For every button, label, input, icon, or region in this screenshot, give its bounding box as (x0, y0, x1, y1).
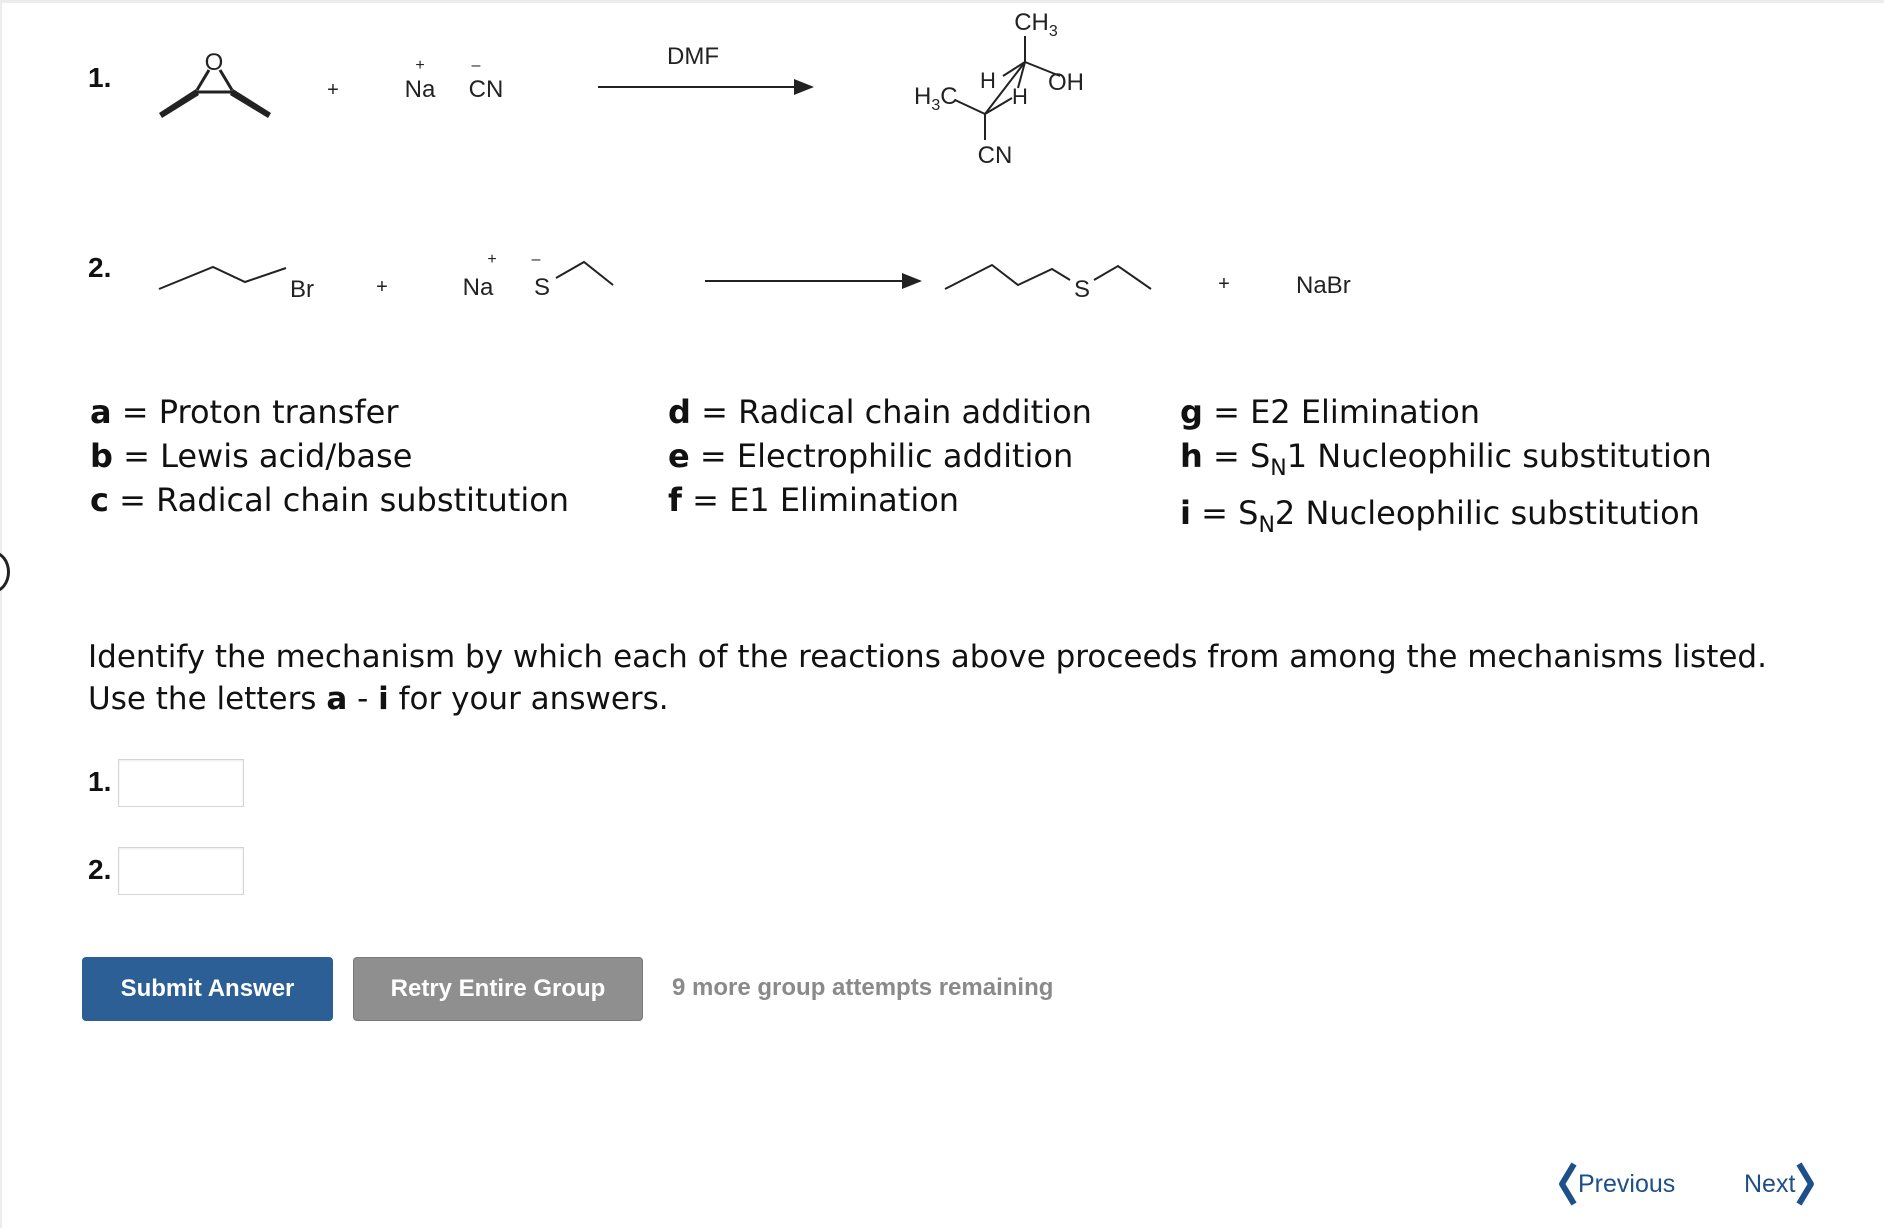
mechanism-option-c: c = Radical chain substitution (90, 481, 570, 519)
mechanism-option-d: d = Radical chain addition (668, 393, 1092, 431)
submit-answer-button[interactable]: Submit Answer (82, 957, 333, 1021)
reaction-2-plus-product: + (1218, 273, 1230, 295)
svg-text:OH: OH (1048, 69, 1084, 96)
reaction-1-number: 1. (88, 62, 112, 93)
question-instructions: Identify the mechanism by which each of the reactions above proceeds from among the mechanisms listed. Use the letters a - i for your answers. (88, 639, 1767, 717)
mechanism-option-g: g = E2 Elimination (1180, 393, 1481, 431)
previous-link[interactable] (1556, 1162, 1675, 1206)
reaction-2-anion-charge: – (531, 251, 541, 268)
mechanism-option-i: $i = S_N2$ Nucleophilic substitution (1180, 494, 1700, 538)
mechanism-option-b: b = Lewis acid/base (90, 437, 413, 475)
reaction-1-epoxide (159, 49, 271, 118)
reaction-1-plus: + (327, 79, 339, 101)
svg-text:H: H (1012, 84, 1028, 109)
svg-text:S: S (1073, 276, 1091, 303)
reaction-2-alkyl-bromide (159, 267, 314, 303)
mechanism-option-f: f = E1 Elimination (668, 481, 960, 519)
reaction-1-cation-charge: + (415, 57, 425, 74)
mechanism-list-col2 (668, 390, 1092, 522)
reaction-2-thiolate-chain (556, 262, 613, 285)
reaction-1-anion-charge: – (471, 57, 481, 74)
next-label: Next (1744, 1169, 1796, 1198)
epoxide-oxygen-label: O (204, 49, 224, 76)
reaction-2-number: 2. (88, 252, 112, 283)
reaction-2-product (945, 265, 1151, 303)
reaction-2-anion: S (533, 274, 551, 301)
reaction-2-cation: Na (462, 274, 494, 301)
mechanism-option-a: a = Proton transfer (90, 393, 399, 431)
svg-text:CN: CN (977, 142, 1013, 169)
reaction-1-solvent: DMF (667, 43, 719, 70)
retry-entire-group-button[interactable]: Retry Entire Group (353, 957, 643, 1021)
chevron-left-icon (1556, 1162, 1578, 1206)
answer-1-input[interactable] (118, 759, 244, 807)
answer-2-label: 2. (88, 854, 112, 885)
mechanism-option-e: e = Electrophilic addition (668, 437, 1074, 475)
reaction-2-byproduct: NaBr (1296, 272, 1351, 299)
answer-1-label: 1. (88, 766, 112, 797)
svg-text:Br: Br (290, 276, 314, 303)
mechanism-option-h: $h = S_N1$ Nucleophilic substitution (1180, 437, 1712, 481)
svg-text:H3C: $H_3C$ (914, 83, 958, 114)
reaction-2-plus: + (376, 276, 388, 298)
attempts-remaining-text: 9 more group attempts remaining (672, 974, 1054, 1001)
previous-label: Previous (1578, 1169, 1676, 1198)
mechanism-list-col1 (90, 390, 569, 522)
reaction-1-anion: CN (468, 76, 504, 103)
reaction-2-cation-charge: + (487, 251, 497, 268)
reaction-1-product (914, 9, 1084, 169)
answer-2-input[interactable] (118, 847, 244, 895)
reaction-scheme (0, 0, 1884, 340)
mechanism-list-col3 (1180, 390, 1712, 548)
next-link[interactable] (1744, 1162, 1817, 1206)
svg-text:H: H (980, 68, 996, 93)
side-panel-toggle[interactable] (0, 551, 10, 593)
reaction-1-cation: Na (404, 76, 436, 103)
svg-text:CH3: $CH_3$ (1014, 9, 1058, 40)
chevron-right-icon (1795, 1162, 1817, 1206)
